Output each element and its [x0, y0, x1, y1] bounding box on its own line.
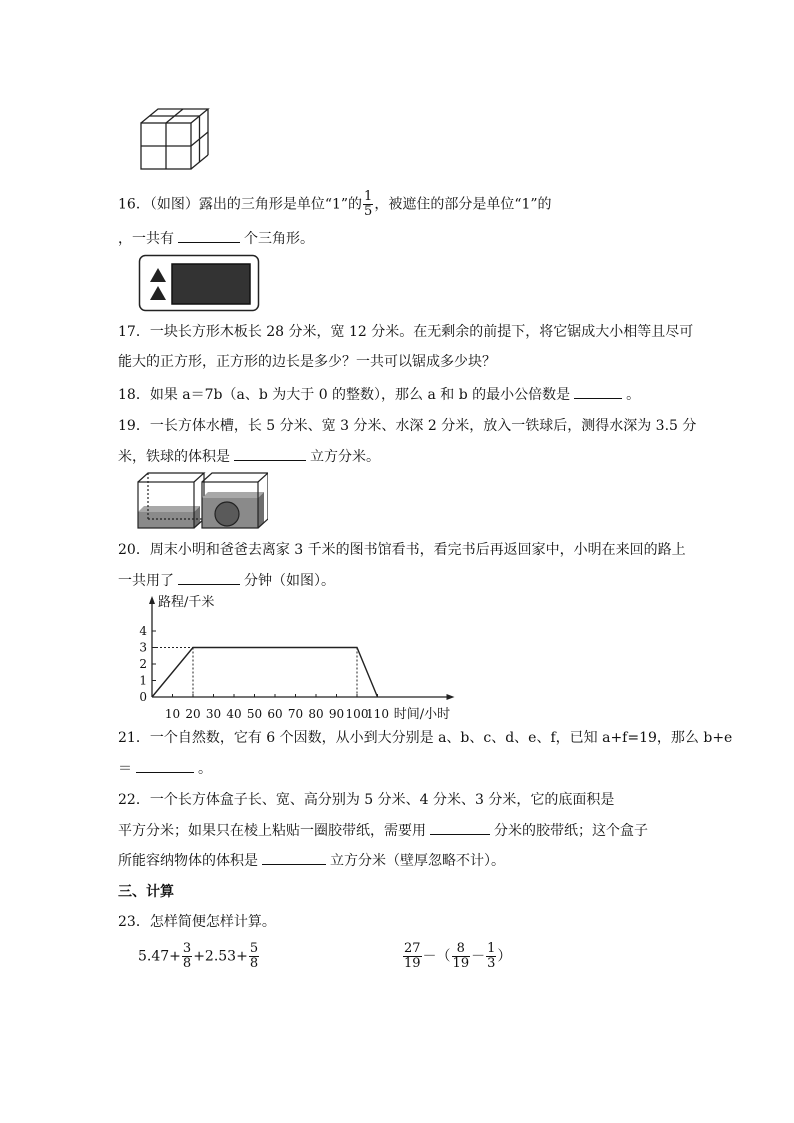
expr2-fraction-1 — [452, 942, 471, 971]
expression-2 — [402, 942, 511, 971]
y-tick-label: 4 — [139, 624, 147, 638]
x-tick-label: 70 — [287, 707, 304, 721]
expr1-part: 5.47+ — [138, 948, 181, 965]
question-17-line1: 17．一块长方形木板长 28 分米，宽 12 分米。在无剩余的前提下，将它锯成大小相等且尽可 — [118, 324, 694, 340]
y-axis-label: 路程/千米 — [158, 595, 215, 610]
cube-figure — [138, 106, 212, 172]
expr2-part: － — [471, 948, 486, 965]
triangle-cover-figure — [138, 254, 260, 312]
question-19-line1: 19．一长方体水槽，长 5 分米、宽 3 分米、水深 2 分米，放入一铁球后，测得水深为 3.5 分 — [118, 418, 697, 434]
y-tick-label: 1 — [139, 673, 147, 688]
q16-tail: ，被遮住的部分是单位“1”的 — [374, 196, 552, 213]
fraction-numerator: 27 — [404, 941, 421, 956]
fraction-numerator: 1 — [364, 189, 373, 204]
fraction-numerator: 1 — [487, 941, 496, 956]
x-tick-label: 40 — [226, 707, 242, 721]
fraction-denominator: 19 — [404, 956, 421, 971]
x-tick-label: 60 — [267, 707, 283, 721]
q20-line2-start: 一共用了 — [118, 573, 174, 589]
cover-rectangle — [172, 264, 250, 304]
answer-blank[interactable] — [178, 228, 240, 243]
q22-line3-end: 立方分米（壁厚忽略不计）。 — [330, 853, 505, 869]
tank-after-icon — [202, 473, 268, 528]
answer-blank[interactable] — [178, 570, 240, 585]
question-22-line3 — [118, 850, 505, 871]
fraction-numerator: 8 — [452, 942, 471, 957]
q20-line2-end: 分钟（如图）。 — [244, 573, 335, 589]
answer-blank[interactable] — [430, 820, 490, 835]
x-tick-label: 20 — [185, 707, 201, 721]
series-line — [152, 648, 378, 698]
x-tick-label: 50 — [246, 707, 263, 721]
answer-blank[interactable] — [136, 758, 194, 773]
x-tick-label: 80 — [308, 707, 324, 721]
x-axis-arrow — [447, 694, 455, 700]
x-axis-label: 时间/小时 — [393, 707, 451, 722]
fraction-numerator: 3 — [182, 941, 192, 956]
fraction-denominator: 3 — [487, 956, 496, 971]
q21-line2-start: ＝ — [118, 761, 132, 777]
q18-text: 18．如果 a＝7b（a、b 为大于 0 的整数），那么 a 和 b 的最小公倍数是 — [118, 387, 571, 403]
expr1-fraction-1 — [182, 942, 192, 971]
question-19-line2 — [118, 446, 380, 467]
expression-1 — [138, 942, 260, 971]
question-21-line1: 21．一个自然数，它有 6 个因数，从小到大分别是 a、b、c、d、e、f，已知 a+f=19，那么 b+e — [118, 730, 733, 746]
question-23-intro: 23．怎样简便怎样计算。 — [118, 914, 276, 930]
q16-fraction — [363, 190, 373, 219]
answer-blank[interactable] — [574, 384, 622, 399]
q16-line2-start: ，一共有 — [118, 231, 174, 247]
question-22-line1: 22．一个长方体盒子长、宽、高分别为 5 分米、4 分米、3 分米，它的底面积是 — [118, 792, 615, 808]
iron-ball-icon — [215, 502, 239, 526]
q16-line2-end: 个三角形。 — [244, 231, 314, 247]
x-tick-label: 90 — [328, 707, 345, 721]
x-tick-label: 30 — [205, 707, 222, 721]
x-tick-label: 100 — [345, 707, 369, 721]
section-title: 三、计算 — [118, 884, 174, 900]
fraction-denominator: 19 — [452, 956, 470, 971]
y-axis-arrow — [149, 596, 155, 604]
q21-line2-end: 。 — [198, 761, 212, 777]
expr2-part: －（ — [422, 948, 451, 965]
y-tick-label: 0 — [139, 690, 147, 704]
expr2-fraction-0 — [403, 942, 422, 971]
q19-line2-start: 米，铁球的体积是 — [118, 449, 230, 465]
fraction-numerator: 5 — [249, 941, 259, 956]
question-17-line2: 能大的正方形，正方形的边长是多少？一共可以锯成多少块？ — [118, 354, 496, 370]
expr1-part: +2.53+ — [193, 948, 248, 965]
fraction-denominator: 8 — [182, 956, 192, 971]
question-22-line2 — [118, 820, 648, 841]
x-tick-label: 10 — [164, 707, 181, 721]
answer-blank[interactable] — [234, 446, 306, 461]
x-tick-label: 110 — [366, 707, 389, 721]
q18-end: 。 — [626, 387, 641, 403]
q22-line2-end: 分米的胶带纸；这个盒子 — [494, 823, 648, 839]
question-20-line1: 20．周末小明和爸爸去离家 3 千米的图书馆看书，看完书后再返回家中，小明在来回的路上 — [118, 542, 686, 558]
question-16 — [118, 190, 552, 219]
q22-line2-start: 平方分米；如果只在棱上粘贴一圈胶带纸，需要用 — [118, 823, 426, 839]
y-tick-label: 2 — [139, 657, 147, 671]
distance-time-chart — [132, 594, 498, 724]
q19-line2-end: 立方分米。 — [310, 449, 380, 465]
question-21-line2 — [118, 758, 212, 779]
fraction-denominator: 8 — [249, 956, 259, 971]
question-16-line2 — [118, 228, 314, 249]
tank-before-icon — [138, 473, 204, 528]
q22-line3-start: 所能容纳物体的体积是 — [118, 853, 258, 869]
question-20-line2 — [118, 570, 335, 591]
question-18 — [118, 384, 640, 405]
answer-blank[interactable] — [262, 850, 326, 865]
expr1-fraction-2 — [249, 942, 259, 971]
fraction-denominator: 5 — [364, 204, 373, 219]
water-tank-figures — [136, 470, 268, 532]
expr2-part: ） — [497, 948, 512, 965]
y-tick-label: 3 — [139, 640, 147, 655]
expr2-fraction-2 — [486, 942, 496, 971]
q16-text: 16．（如图）露出的三角形是单位“1”的 — [118, 196, 363, 213]
